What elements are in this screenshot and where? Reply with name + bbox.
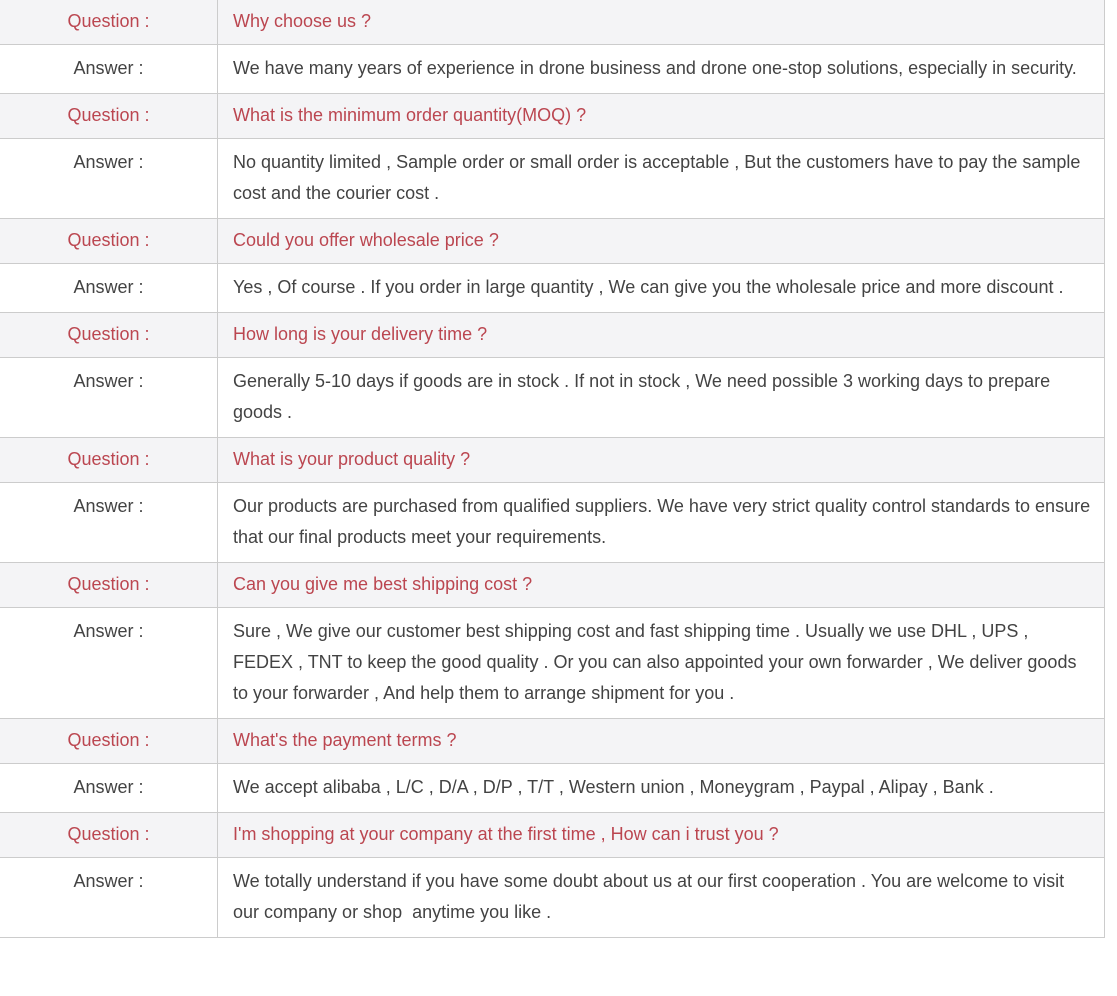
answer-text: No quantity limited , Sample order or small order is acceptable , But the customers have to pay the sample cost and the courier cost . [233, 152, 1086, 203]
answer-row [0, 764, 1104, 813]
question-row [0, 563, 1104, 608]
answer-row-label: Answer : [0, 764, 218, 812]
answer-row [0, 858, 1104, 938]
question-row [0, 94, 1104, 139]
answer-row-label: Answer : [0, 483, 218, 562]
question-row-label: Question : [0, 94, 218, 138]
answer-text: We have many years of experience in drone business and drone one-stop solutions, especially in security. [233, 58, 1077, 78]
answer-text: Yes , Of course . If you order in large quantity , We can give you the wholesale price and more discount . [233, 277, 1064, 297]
answer-row-label: Answer : [0, 139, 218, 218]
question-row-label: Question : [0, 719, 218, 763]
answer-row-label: Answer : [0, 264, 218, 312]
answer-row [0, 608, 1104, 719]
question-row-label: Question : [0, 313, 218, 357]
question-text: I'm shopping at your company at the first time , How can i trust you ? [233, 824, 779, 844]
question-text: What's the payment terms ? [233, 730, 457, 750]
question-row-label: Question : [0, 0, 218, 44]
answer-text: Generally 5-10 days if goods are in stock . If not in stock , We need possible 3 working days to prepare goods . [233, 371, 1056, 422]
question-text: Can you give me best shipping cost ? [233, 574, 533, 594]
question-row [0, 813, 1104, 858]
question-text: What is your product quality ? [233, 449, 471, 469]
question-text: Why choose us ? [233, 11, 372, 31]
question-text: How long is your delivery time ? [233, 324, 488, 344]
answer-row [0, 358, 1104, 438]
question-row-label: Question : [0, 813, 218, 857]
answer-row-label: Answer : [0, 358, 218, 437]
answer-text: We totally understand if you have some doubt about us at our first cooperation . You are welcome to visit our company or shop anytime you like . [233, 871, 1070, 922]
answer-text: Sure , We give our customer best shipping cost and fast shipping time . Usually we use DHL , UPS , FEDEX , TNT to keep the good quality . Or you can also appointed your own forwarder , We deliver goods to your forwarder , And help them to arrange shipment for you . [233, 621, 1082, 703]
answer-row-label: Answer : [0, 858, 218, 937]
answer-row [0, 264, 1104, 313]
question-text: What is the minimum order quantity(MOQ) ? [233, 105, 587, 125]
question-row [0, 313, 1104, 358]
answer-text: We accept alibaba , L/C , D/A , D/P , T/T , Western union , Moneygram , Paypal , Alipay , Bank . [233, 777, 994, 797]
answer-row [0, 45, 1104, 94]
question-row-label: Question : [0, 563, 218, 607]
answer-row [0, 139, 1104, 219]
answer-row-label: Answer : [0, 45, 218, 93]
question-row [0, 438, 1104, 483]
question-row [0, 0, 1104, 45]
question-row [0, 719, 1104, 764]
question-row-label: Question : [0, 438, 218, 482]
answer-row-label: Answer : [0, 608, 218, 718]
question-row [0, 219, 1104, 264]
answer-text: Our products are purchased from qualified suppliers. We have very strict quality control standards to ensure that our final products meet your requirements. [233, 496, 1096, 547]
answer-row [0, 483, 1104, 563]
question-text: Could you offer wholesale price ? [233, 230, 499, 250]
question-row-label: Question : [0, 219, 218, 263]
